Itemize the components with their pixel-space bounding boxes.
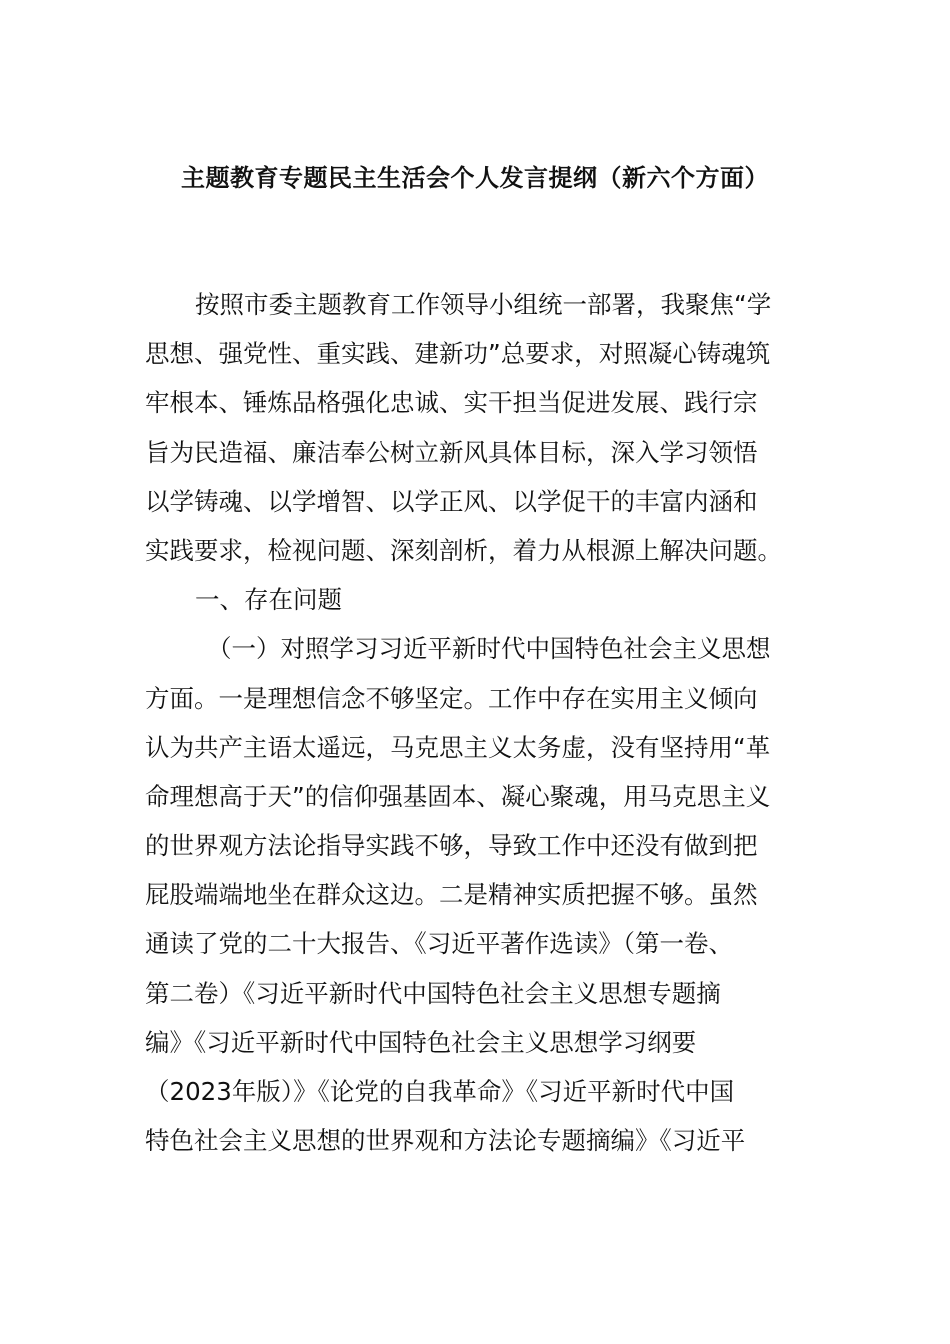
paragraph-line: 以学铸魂、以学增智、以学正风、以学促干的丰富内涵和: [145, 486, 758, 516]
paragraph-line: 通读了党的二十大报告、《习近平著作选读》（第一卷、: [145, 929, 733, 959]
paragraph-line: 思想、强党性、重实践、建新功”总要求，对照凝心铸魂筑: [145, 339, 771, 369]
paragraph-line: 牢根本、锤炼品格强化忠诚、实干担当促进发展、践行宗: [145, 388, 758, 418]
section-heading: 一、存在问题: [195, 585, 342, 615]
paragraph-line: 编》《习近平新时代中国特色社会主义思想学习纲要: [145, 1027, 697, 1057]
paragraph-line: 实践要求，检视问题、深刻剖析，着力从根源上解决问题。: [145, 535, 782, 565]
paragraph-line: 屁股端端地坐在群众这边。二是精神实质把握不够。虽然: [145, 880, 758, 910]
paragraph-line: 按照市委主题教育工作领导小组统一部署，我聚焦“学: [195, 290, 772, 319]
paragraph-line: 方面。一是理想信念不够坚定。工作中存在实用主义倾向: [145, 683, 758, 713]
document-title: 主题教育专题民主生活会个人发言提纲（新六个方面）: [181, 164, 769, 192]
paragraph-line: 的世界观方法论指导实践不够，导致工作中还没有做到把: [145, 831, 758, 861]
document-body: [145, 280, 825, 1165]
paragraph-line: （2023年版）》《论党的自我革命》《习近平新时代中国: [145, 1077, 735, 1106]
paragraph-line: 旨为民造福、廉洁奉公树立新风具体目标，深入学习领悟: [145, 437, 758, 467]
paragraph-line: 认为共产主语太遥远，马克思主义太务虚，没有坚持用“革: [145, 732, 771, 762]
paragraph-line: 特色社会主义思想的世界观和方法论专题摘编》《习近平: [145, 1126, 746, 1156]
paragraph-line: 命理想高于天”的信仰强基固本、凝心聚魂，用马克思主义: [145, 781, 771, 811]
subsection-line: （一）对照学习习近平新时代中国特色社会主义思想: [207, 634, 771, 664]
paragraph-line: 第二卷）《习近平新时代中国特色社会主义思想专题摘: [145, 978, 721, 1008]
